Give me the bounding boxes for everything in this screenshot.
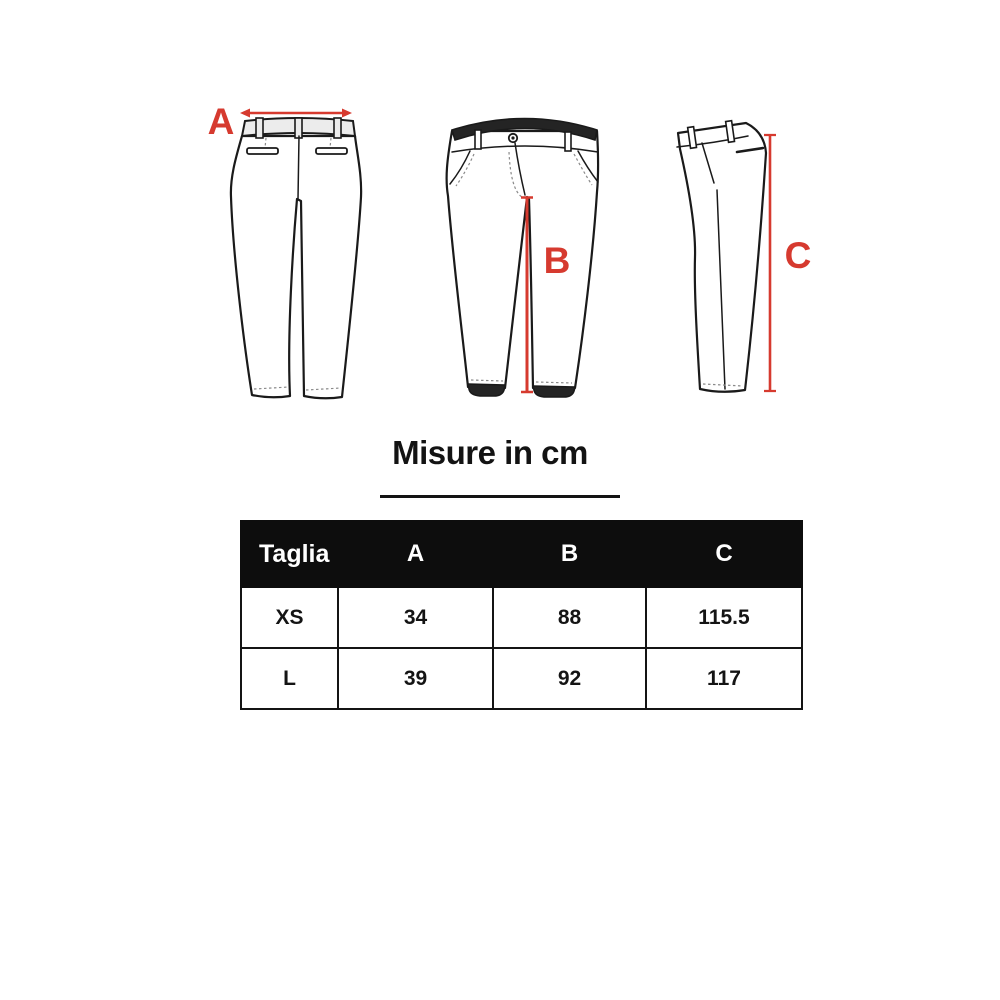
header-c: C xyxy=(646,521,802,587)
measurement-arrow-a xyxy=(240,109,352,118)
measurement-label-c: C xyxy=(784,235,812,276)
title-underline xyxy=(380,495,620,498)
value-cell-a: 39 xyxy=(338,648,493,709)
pants-front-view-diagram xyxy=(440,100,620,410)
center-back-seam xyxy=(298,136,299,199)
measurement-line-c xyxy=(764,135,776,391)
waist-button xyxy=(509,134,517,142)
size-cell: XS xyxy=(241,587,338,648)
size-cell: L xyxy=(241,648,338,709)
value-cell-c: 117 xyxy=(646,648,802,709)
pants-side-view-diagram xyxy=(660,105,820,405)
header-row xyxy=(241,521,802,587)
table-row-l xyxy=(241,648,802,709)
value-cell-c: 115.5 xyxy=(646,587,802,648)
header-b: B xyxy=(493,521,646,587)
pants-front-outline xyxy=(447,131,599,391)
table-row-xs xyxy=(241,587,802,648)
header-taglia: Taglia xyxy=(241,521,338,587)
page-title: Misure in cm xyxy=(392,434,588,471)
pants-back-view-diagram xyxy=(190,95,370,405)
measurement-label-b: B xyxy=(543,240,571,281)
size-table xyxy=(240,520,803,710)
value-cell-b: 92 xyxy=(493,648,646,709)
measurement-label-a: A xyxy=(207,101,235,142)
front-hem-facings xyxy=(468,384,575,397)
size-table-header xyxy=(241,521,802,587)
header-a: A xyxy=(338,521,493,587)
value-cell-a: 34 xyxy=(338,587,493,648)
pants-back-outline xyxy=(231,136,361,398)
value-cell-b: 88 xyxy=(493,587,646,648)
pants-side-outline xyxy=(678,123,766,392)
